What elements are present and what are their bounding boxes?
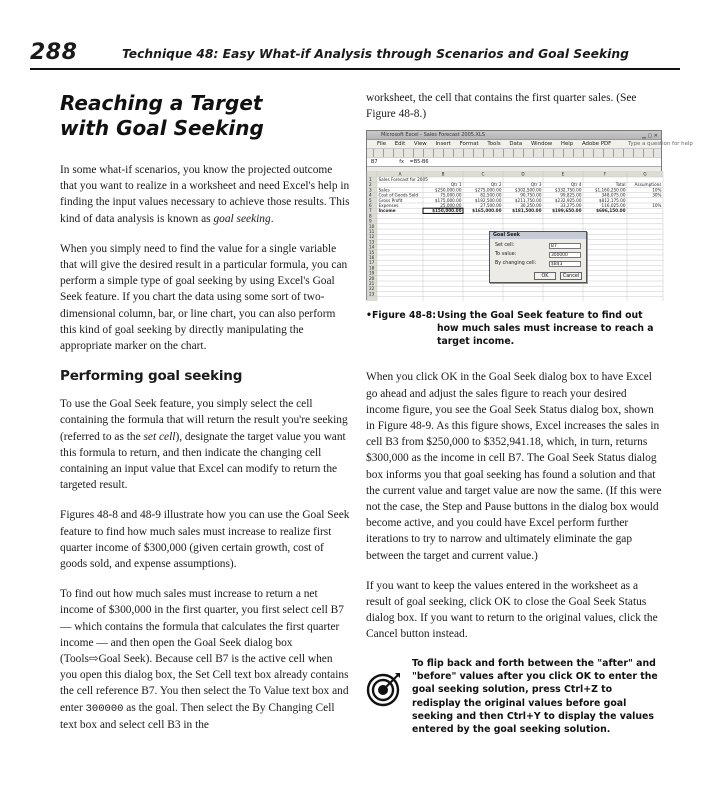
row-number: 7 bbox=[369, 208, 372, 214]
value-cell: 33,275.00 bbox=[560, 203, 582, 209]
column-header-g: G bbox=[643, 172, 647, 178]
row-number: 20 bbox=[369, 276, 375, 282]
value-cell: $332,750.00 bbox=[554, 187, 582, 193]
row-number: 8 bbox=[369, 213, 372, 219]
paragraph-figures: Figures 48-8 and 48-9 illustrate how you can use the Goal Seek feature to find how much sales must increase to realize first quarter income of $300,000 (given certain growth, cost of goods sold, and expense assumptions). bbox=[60, 509, 350, 571]
value-cell: $302,500.00 bbox=[514, 187, 542, 193]
menu-data[interactable]: Data bbox=[509, 141, 523, 148]
menu-insert[interactable]: Insert bbox=[435, 141, 451, 148]
value-cell: 99,825.00 bbox=[560, 193, 582, 199]
page-number: 288 bbox=[30, 40, 78, 65]
row-number: 12 bbox=[369, 234, 375, 240]
row-number: 22 bbox=[369, 286, 375, 292]
value-cell: 30% bbox=[652, 193, 662, 199]
row-number: 6 bbox=[369, 203, 372, 209]
goal-seek-dialog bbox=[489, 231, 587, 283]
value-cell: 82,500.00 bbox=[480, 193, 502, 199]
menu-view[interactable]: View bbox=[413, 141, 427, 148]
value-cell: $165,000.00 bbox=[472, 208, 502, 214]
row-number: 17 bbox=[369, 260, 375, 266]
excel-title-bar: Microsoft Excel - Sales Forecast 2005.XLS ▁ ▢ ✕ bbox=[367, 131, 661, 140]
value-cell: $696,150.00 bbox=[596, 208, 626, 214]
menu-window[interactable]: Window bbox=[530, 141, 553, 148]
code-value: 300000 bbox=[85, 702, 124, 715]
fx-icon: fx bbox=[399, 159, 404, 166]
quarter-header-cell: Qtr 3 bbox=[530, 182, 542, 188]
row-number: 9 bbox=[369, 219, 372, 225]
value-cell: $812,175.00 bbox=[598, 198, 626, 204]
value-cell: 30,250.00 bbox=[520, 203, 542, 209]
figure-48-8-screenshot bbox=[366, 130, 693, 300]
excel-toolbar bbox=[367, 149, 661, 158]
menu-help[interactable]: Help bbox=[560, 141, 574, 148]
set-cell-row: Set cell: B7 bbox=[495, 242, 585, 250]
row-number: 18 bbox=[369, 265, 375, 271]
section-title bbox=[60, 91, 352, 141]
tip-box bbox=[366, 657, 662, 739]
value-cell: 10% bbox=[652, 187, 662, 193]
term-goal-seeking: goal seeking bbox=[213, 212, 271, 225]
value-cell: 90,750.00 bbox=[520, 193, 542, 199]
subheading-performing: Performing goal seeking bbox=[60, 368, 243, 385]
value-cell: $150,000.00 bbox=[432, 208, 462, 214]
ok-button[interactable]: OK bbox=[534, 272, 556, 280]
value-cell: $250,000.00 bbox=[434, 187, 462, 193]
value-cell: 75,000.00 bbox=[440, 193, 462, 199]
row-number: 4 bbox=[369, 193, 372, 199]
value-cell: 116,025.00 bbox=[601, 203, 626, 209]
value-cell: $199,650.00 bbox=[552, 208, 582, 214]
page-header bbox=[30, 40, 680, 70]
sheet-title-cell: Sales Forecast for 2005 bbox=[378, 177, 428, 183]
to-value-row: To value: 300000 bbox=[495, 251, 585, 259]
quarter-header-cell: Qtr 4 bbox=[570, 182, 582, 188]
row-number: 5 bbox=[369, 198, 372, 204]
caption-label: Figure 48-8: bbox=[372, 310, 436, 322]
row-label-cell: Gross Profit bbox=[378, 198, 403, 204]
cancel-button[interactable]: Cancel bbox=[560, 272, 582, 280]
column-header-f: F bbox=[603, 172, 607, 178]
value-cell: $175,000.00 bbox=[434, 198, 462, 204]
column-header-c: C bbox=[481, 172, 485, 178]
set-cell-input[interactable]: B7 bbox=[549, 243, 581, 249]
value-cell: $192,500.00 bbox=[474, 198, 502, 204]
paragraph-continued: worksheet, the cell that contains the first quarter sales. (See Figure 48-8.) bbox=[366, 92, 637, 121]
menu-edit[interactable]: Edit bbox=[394, 141, 406, 148]
column-header-b: B bbox=[441, 172, 445, 178]
value-cell: 348,075.00 bbox=[601, 193, 626, 199]
row-number: 3 bbox=[369, 187, 372, 193]
column-header-e: E bbox=[561, 172, 565, 178]
row-number: 23 bbox=[369, 291, 375, 297]
value-cell: $232,925.00 bbox=[554, 198, 582, 204]
quarter-header-cell: Qtr 1 bbox=[450, 182, 462, 188]
quarter-header-cell: Total bbox=[615, 182, 626, 188]
caption-text: Using the Goal Seek feature to find out how much sales must increase to reach a target income. bbox=[437, 310, 654, 348]
left-column bbox=[60, 90, 352, 747]
section-title-line2: with Goal Seeking bbox=[60, 116, 264, 140]
value-cell: $181,500.00 bbox=[512, 208, 542, 214]
to-value-input[interactable]: 300000 bbox=[549, 252, 581, 258]
row-label-cell: Expenses bbox=[378, 203, 399, 209]
menu-tools[interactable]: Tools bbox=[487, 141, 501, 148]
paragraph-keep-values: If you want to keep the values entered in the worksheet as a result of goal seeking, click OK to close the Goal Seek Status dialog box. If you want to return to the original values, click the Cancel button instead. bbox=[366, 579, 658, 641]
row-number: 13 bbox=[369, 239, 375, 245]
row-label-cell: Income bbox=[378, 208, 396, 214]
paragraph-goal-seek-status: When you click OK in the Goal Seek dialog box to have Excel go ahead and adjust the sales figure to reach your desired income figure, you see the Goal Seek Status dialog box, shown in Figure 48-9. As this figure shows, Excel increases the sales in cell B3 from $250,000 to $352,941.18, which, in turn, returns $300,000 as the income in cell B7. The Goal Seek Status dialog box informs you that goal seeking has found a solution and that the current value and target value are now the same. (If this were not the case, the Step and Pause buttons in the dialog box would become active, and you could have Excel perform further iterations to try to narrow and ultimately eliminate the gap between the target and current value.) bbox=[366, 371, 662, 562]
help-box[interactable]: Type a question for help bbox=[627, 141, 693, 148]
tip-text: To flip back and forth between the "after" and "before" values after you click OK to enter the goal seeking solution, press Ctrl+Z to redisplay the original values before goal seeking and then Ctrl+Y to display the values entered by the goal seeking solution. bbox=[412, 657, 658, 736]
value-cell: 10% bbox=[652, 203, 662, 209]
formula-text[interactable]: =B5-B6 bbox=[409, 159, 429, 166]
quarter-header-cell: Qtr 2 bbox=[490, 182, 502, 188]
changing-cell-input[interactable]: $B$3 bbox=[549, 261, 581, 267]
window-buttons-icon: ▁ ▢ ✕ bbox=[642, 133, 658, 140]
quarter-header-cell: Assumptions bbox=[634, 182, 662, 188]
column-header-d: D bbox=[521, 172, 525, 178]
row-number: 11 bbox=[369, 229, 375, 235]
right-column bbox=[366, 90, 693, 739]
target-icon bbox=[366, 671, 402, 707]
row-number: 10 bbox=[369, 224, 375, 230]
term-set-cell: set cell bbox=[143, 430, 176, 443]
excel-menu-bar bbox=[367, 140, 693, 149]
figure-caption bbox=[366, 309, 662, 351]
value-cell: 25,000.00 bbox=[440, 203, 462, 209]
formula-bar bbox=[367, 158, 661, 167]
menu-arrow-icon: ⇨ bbox=[88, 653, 99, 666]
paragraph-steps: To find out how much sales must increase to return a net income of $300,000 in the first quarter, you first select cell B7 — which contains the formula that calculates the first quarter income — and then open the Goal Seek dialog box (Tools⇨Goal Seek). Because cell B7 is the active cell when you open this dialog box, the Set Cell text box already contains the cell reference B7. You then select the To Value text box and enter 300000 as the goal. Then select the By Changing Cell text box and select cell B3 in the bbox=[60, 588, 349, 731]
row-number: 16 bbox=[369, 255, 375, 261]
paragraph-set-cell: To use the Goal Seek feature, you simply select the cell containing the formula that will return the result you're seeking (referred to as the set cell), designate the target value you want this formula to return, and then indicate the changing cell containing an input value that Excel can modify to return the targeted result. bbox=[60, 398, 348, 492]
header-rule bbox=[30, 68, 680, 70]
right-body bbox=[366, 369, 662, 642]
value-cell: $211,750.00 bbox=[514, 198, 542, 204]
row-label-cell: Cost of Goods Sold bbox=[378, 193, 419, 199]
row-number: 14 bbox=[369, 245, 375, 251]
name-box[interactable]: B7 bbox=[371, 159, 378, 166]
section-title-line1: Reaching a Target bbox=[60, 91, 263, 115]
changing-cell-row: By changing cell: $B$3 bbox=[495, 260, 585, 268]
menu-adobe-pdf[interactable]: Adobe PDF bbox=[581, 141, 612, 148]
caption-bullet: • bbox=[366, 310, 372, 322]
worksheet bbox=[367, 171, 663, 301]
value-cell: $275,000.00 bbox=[474, 187, 502, 193]
column-header-a: A bbox=[398, 172, 402, 178]
paragraph-intro: In some what-if scenarios, you know the projected outcome that you want to realize in a worksheet and need Excel's help in finding the input values necessary to achieve those results. This kind of data analysis is known as goal seeking. bbox=[60, 164, 350, 225]
menu-format[interactable]: Format bbox=[459, 141, 479, 148]
row-number: 1 bbox=[369, 177, 372, 183]
value-cell: $1,160,250.00 bbox=[594, 187, 626, 193]
value-cell: 27,500.00 bbox=[480, 203, 502, 209]
menu-file[interactable]: File bbox=[377, 141, 387, 148]
row-label-cell: Sales bbox=[378, 187, 390, 193]
running-title: Technique 48: Easy What-if Analysis through Scenarios and Goal Seeking bbox=[122, 47, 629, 61]
row-number: 21 bbox=[369, 281, 375, 287]
row-number: 19 bbox=[369, 271, 375, 277]
row-number: 15 bbox=[369, 250, 375, 256]
row-number: 2 bbox=[369, 182, 372, 188]
goal-seek-dialog-title: Goal Seek bbox=[490, 232, 586, 239]
paragraph-goal-seek-feature: When you simply need to find the value for a single variable that will give the desired result in a particular formula, you can perform a simple type of goal seeking by using Excel's Goal Seek feature. If you chart the data using some sort of two-dimensional column, bar, or line chart, you can also perform this kind of goal seeking by directly manipulating the appropriate marker on the chart. bbox=[60, 242, 348, 353]
